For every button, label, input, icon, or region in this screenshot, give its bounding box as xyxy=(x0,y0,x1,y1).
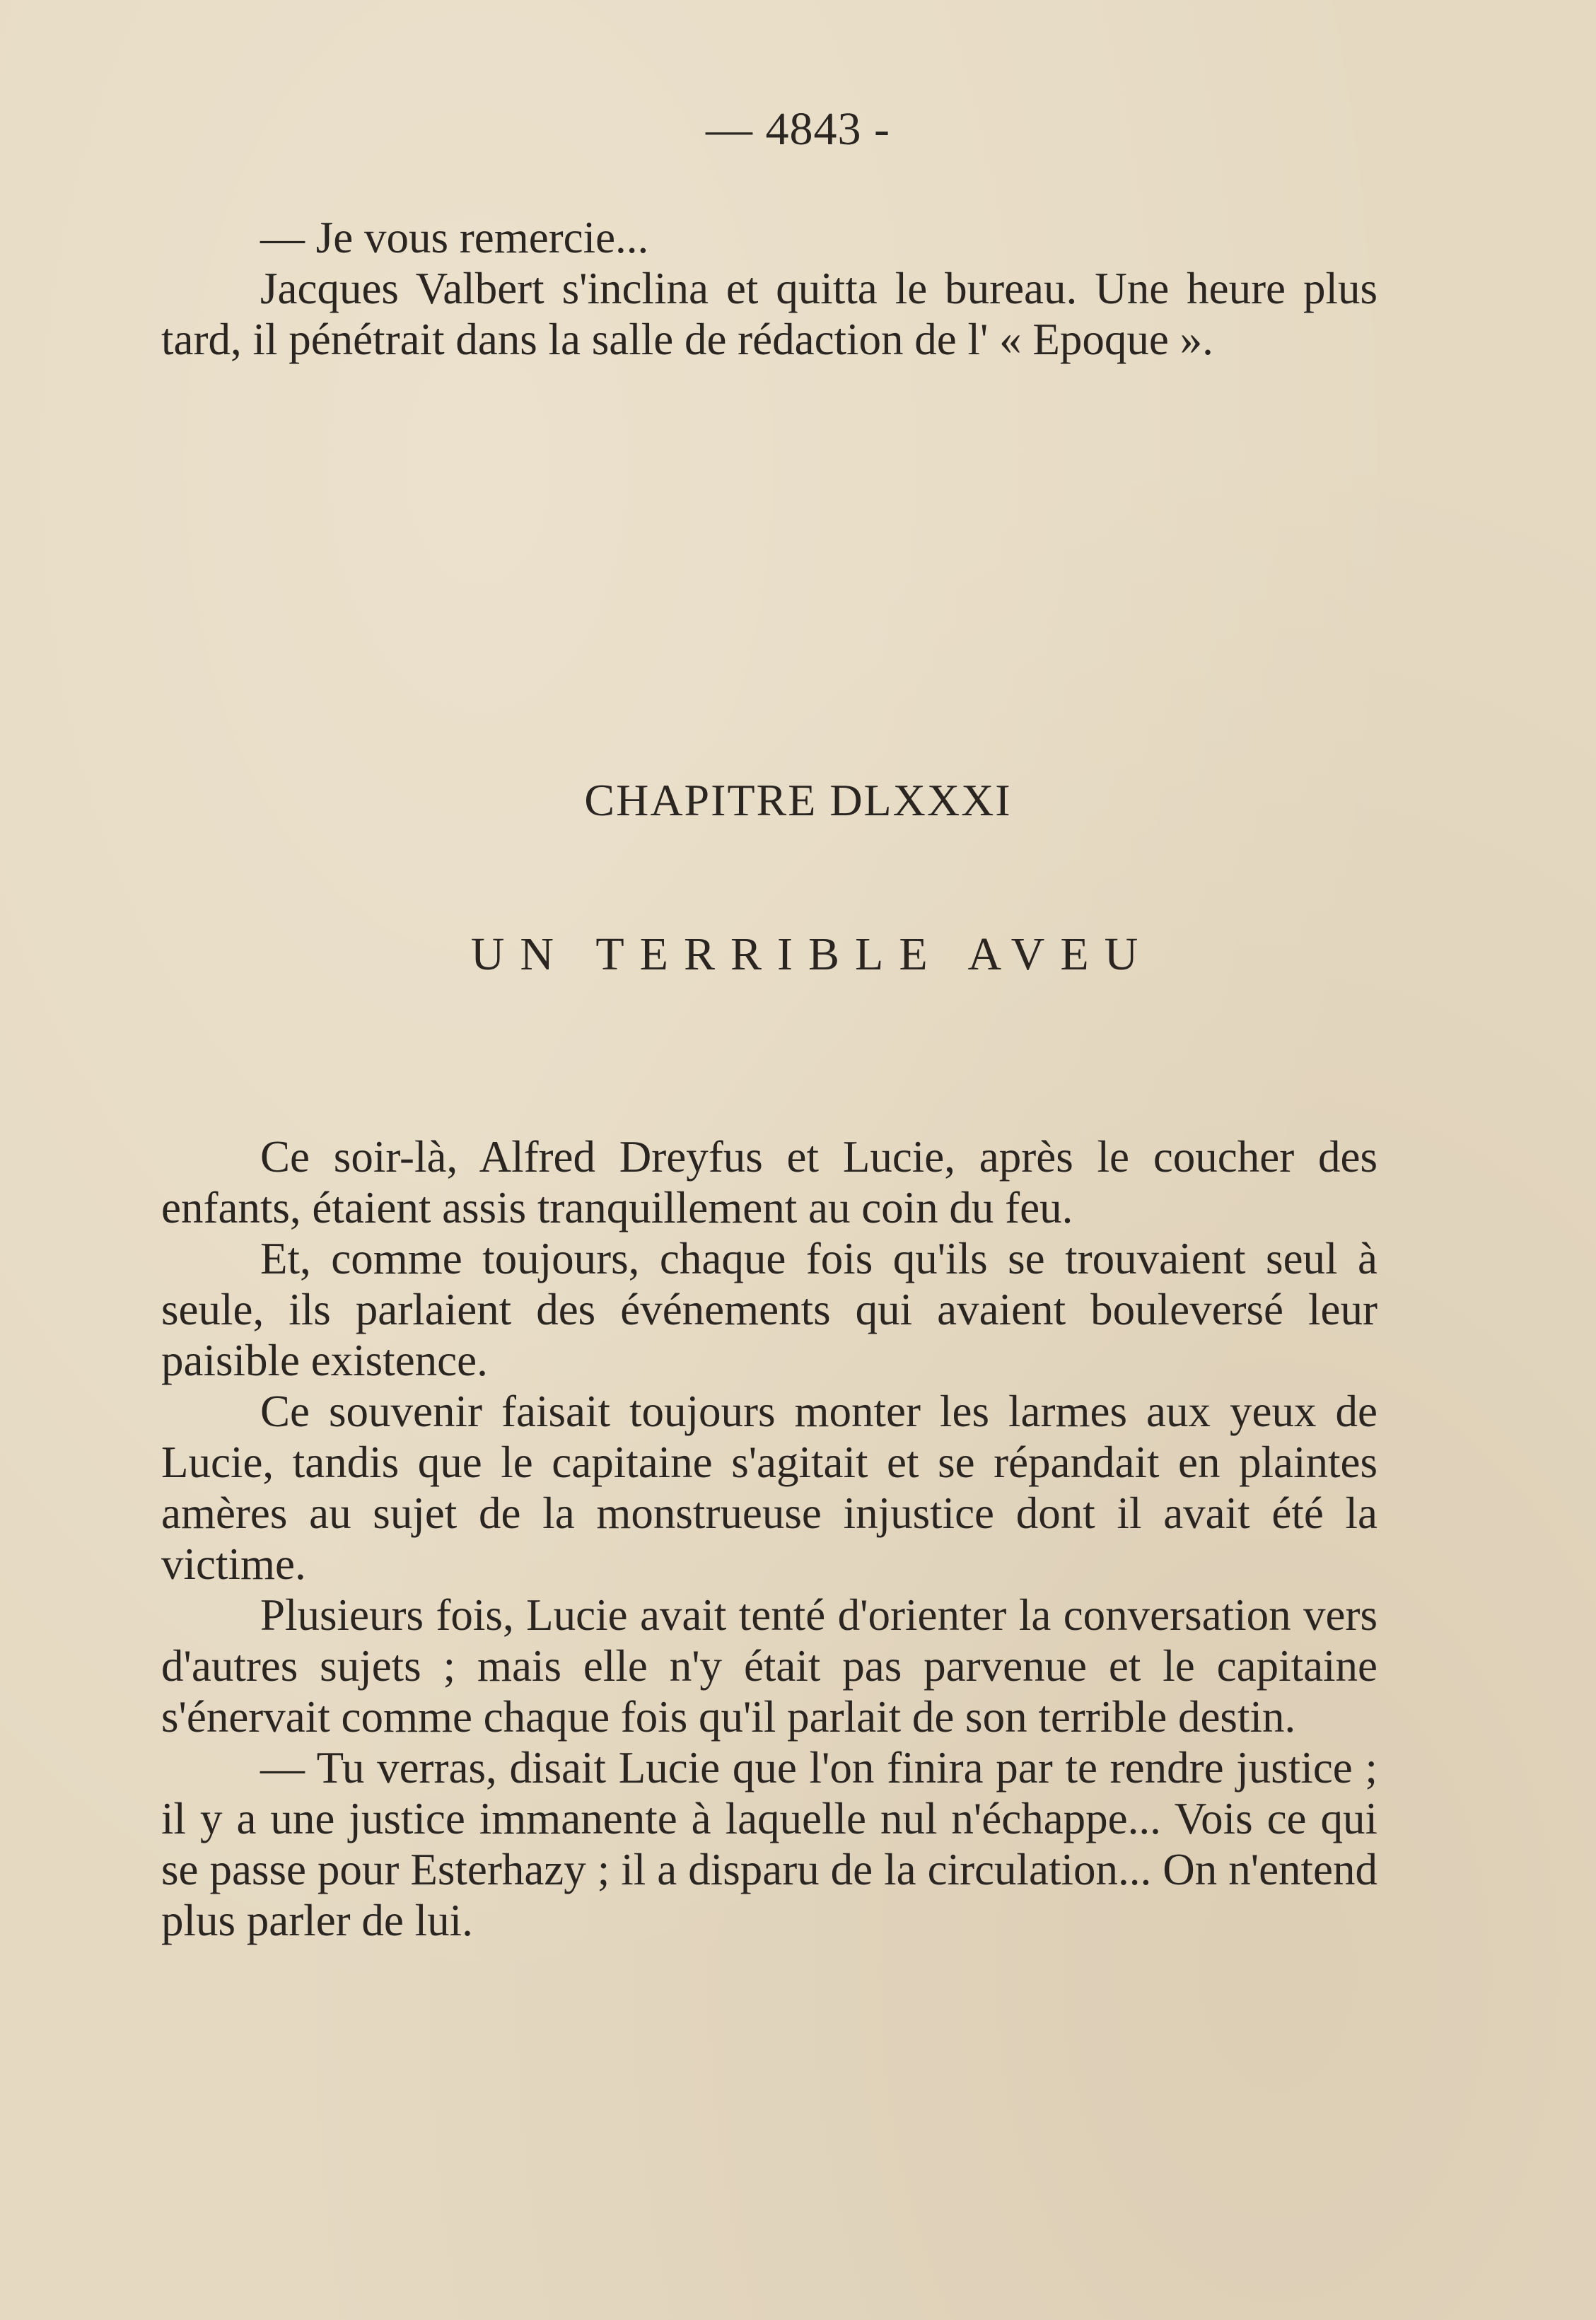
paragraph: Et, comme toujours, chaque fois qu'ils se trouvaient seul à seule, ils parlaient des événements qui avaient bouleversé leur paisible existence. xyxy=(161,1234,1377,1385)
page-number: — 4843 - xyxy=(706,103,890,155)
paragraph: Ce soir-là, Alfred Dreyfus et Lucie, après le coucher des enfants, étaient assis tranquillement au coin du feu. xyxy=(161,1132,1377,1232)
paragraph: — Je vous remercie... xyxy=(260,213,649,262)
chapter-title: UN TERRIBLE AVEU xyxy=(470,928,1154,980)
paragraph: Jacques Valbert s'inclina et quitta le bureau. Une heure plus tard, il pénétrait dans la salle de rédaction de l' « Epoque ». xyxy=(161,264,1377,364)
paragraph: Plusieurs fois, Lucie avait tenté d'orienter la conversation vers d'autres sujets ; mais elle n'y était pas parvenue et le capitaine s'énervait comme chaque fois qu'il parlait de son terrible destin. xyxy=(161,1590,1377,1742)
paragraph: Ce souvenir faisait toujours monter les larmes aux yeux de Lucie, tandis que le capitaine s'agitait et se répandait en plaintes amères au sujet de la monstrueuse injustice dont il avait été la victime. xyxy=(161,1387,1377,1589)
paragraph: — Tu verras, disait Lucie que l'on finira par te rendre justice ; il y a une justice immanente à laquelle nul n'échappe... Vois ce qui se passe pour Esterhazy ; il a disparu de la circulation... On n'entend plus parler de lui. xyxy=(161,1743,1377,1945)
chapter-text xyxy=(161,1131,1377,1946)
opening-text xyxy=(161,212,1377,365)
chapter-number: CHAPITRE DLXXXI xyxy=(584,775,1012,825)
